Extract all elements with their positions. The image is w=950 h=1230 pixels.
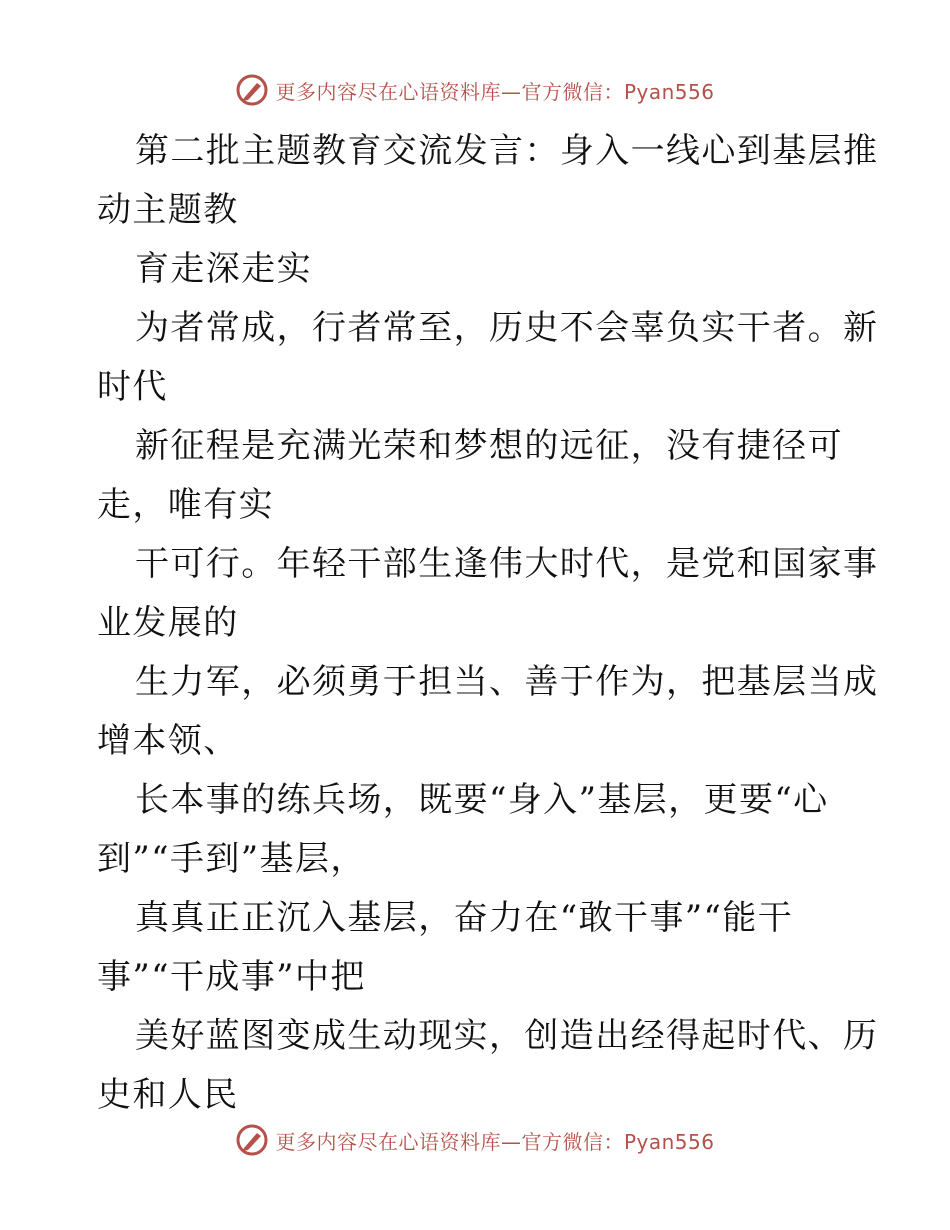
text-line: 事”“干成事”中把: [97, 957, 366, 997]
text-line: 第二批主题教育交流发言：身入一线心到基层推: [135, 131, 879, 171]
text-line: 时代: [97, 367, 168, 407]
watermark-text: 更多内容尽在心语资料库—官方微信：Pyan556: [275, 1129, 715, 1154]
document-body: [97, 122, 877, 1125]
text-line: 到”“手到”基层，: [97, 839, 366, 879]
text-line: 动主题教: [97, 190, 239, 230]
text-line: 史和人民: [97, 1075, 239, 1115]
text-line: 为者常成，行者常至，历史不会辜负实干者。新: [135, 308, 879, 348]
header-watermark: [0, 70, 950, 110]
text-line: 新征程是充满光荣和梦想的远征，没有捷径可: [135, 426, 843, 466]
text-line: 育走深走实: [135, 249, 312, 289]
watermark-text: 更多内容尽在心语资料库—官方微信：Pyan556: [275, 79, 715, 104]
pen-logo-icon: [235, 1123, 269, 1157]
footer-watermark: [0, 1120, 950, 1160]
text-line: 走，唯有实: [97, 485, 274, 525]
text-line: 美好蓝图变成生动现实，创造出经得起时代、历: [135, 1016, 879, 1056]
text-line: 干可行。年轻干部生逢伟大时代，是党和国家事: [135, 544, 879, 584]
text-line: 业发展的: [97, 603, 239, 643]
text-line: 真真正正沉入基层，奋力在“敢干事”“能干: [135, 898, 794, 938]
text-line: 增本领、: [97, 721, 239, 761]
pen-logo-icon: [235, 73, 269, 107]
text-line: 长本事的练兵场，既要“身入”基层，更要“心: [135, 780, 829, 820]
text-line: 生力军，必须勇于担当、善于作为，把基层当成: [135, 662, 879, 702]
